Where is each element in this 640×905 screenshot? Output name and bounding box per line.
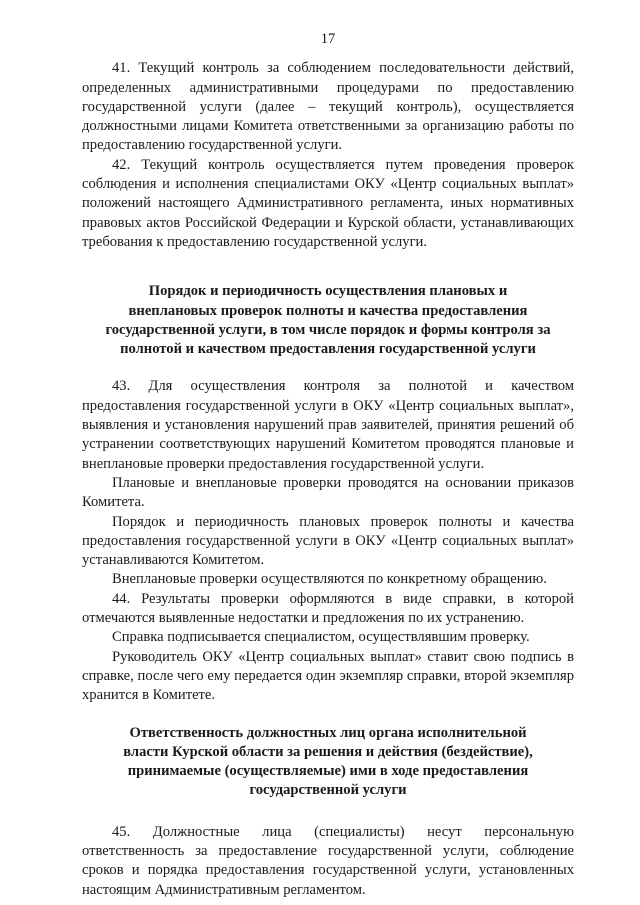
page-number: 17	[320, 31, 336, 47]
paragraph-report-signature: Справка подписывается специалистом, осуществлявшим проверку.	[112, 629, 530, 646]
heading-line: Ответственность должностных лиц органа исполнительной	[129, 724, 527, 741]
paragraph-45: 45. Должностные лица (специалисты) несут персональную ответственность за предоставление государственной услуги, соблюдение сроков и порядка предоставления государственной услуги, установленных настоящим Административным регламентом.	[82, 823, 574, 898]
paragraph-head-signature: Руководитель ОКУ «Центр социальных выплат» ставит свою подпись в справке, после чего ему передается один экземпляр справки, второй экземпляр хранится в Комитете.	[82, 648, 574, 704]
heading-line: государственной услуги	[249, 782, 407, 799]
paragraph-scheduled-checks: Плановые и внеплановые проверки проводятся на основании приказов Комитета.	[82, 474, 574, 511]
paragraph-41: 41. Текущий контроль за соблюдением последовательности действий, определенных административными процедурами по предоставлению государственной услуги (далее – текущий контроль), осуществляется должностными лицами Комитета ответственными за организацию работы по предоставлению государственной услуги.	[82, 60, 574, 154]
heading-line: принимаемые (осуществляемые) ими в ходе предоставления	[127, 763, 529, 780]
heading-line: полнотой и качеством предоставления государственной услуги	[120, 341, 536, 358]
heading-line: внеплановых проверок полноты и качества предоставления	[128, 302, 528, 319]
paragraph-43: 43. Для осуществления контроля за полнотой и качеством предоставления государственной услуги в ОКУ «Центр социальных выплат», выявления и установления нарушений прав заявителей, принятия решений об устранении соответствующих нарушений Комитетом проводятся плановые и внеплановые проверки предоставления государственной услуги.	[82, 378, 574, 472]
heading-line: Порядок и периодичность осуществления плановых и	[148, 283, 508, 300]
section-1	[82, 59, 574, 252]
paragraph-check-order: Порядок и периодичность плановых проверок полноты и качества предоставления государственной услуги в ОКУ «Центр социальных выплат» устанавливаются Комитетом.	[82, 513, 574, 569]
section-heading-responsibility	[82, 724, 574, 801]
heading-line: государственной услуги, в том числе порядок и формы контроля за	[105, 321, 551, 338]
paragraph-44: 44. Результаты проверки оформляются в виде справки, в которой отмечаются выявленные недостатки и предложения по их устранению.	[82, 590, 574, 627]
paragraph-42: 42. Текущий контроль осуществляется путем проведения проверок соблюдения и исполнения специалистами ОКУ «Центр социальных выплат» положений настоящего Административного регламента, иных нормативных правовых актов Российской Федерации и Курской области, устанавливающих требования к предоставлению государственной услуги.	[82, 156, 574, 250]
section-3	[82, 823, 574, 900]
paragraph-unscheduled-checks: Внеплановые проверки осуществляются по конкретному обращению.	[112, 571, 547, 588]
section-heading-inspections	[82, 282, 574, 359]
heading-line: власти Курской области за решения и действия (бездействие),	[123, 743, 533, 760]
document-page	[82, 30, 574, 900]
section-2	[82, 377, 574, 705]
